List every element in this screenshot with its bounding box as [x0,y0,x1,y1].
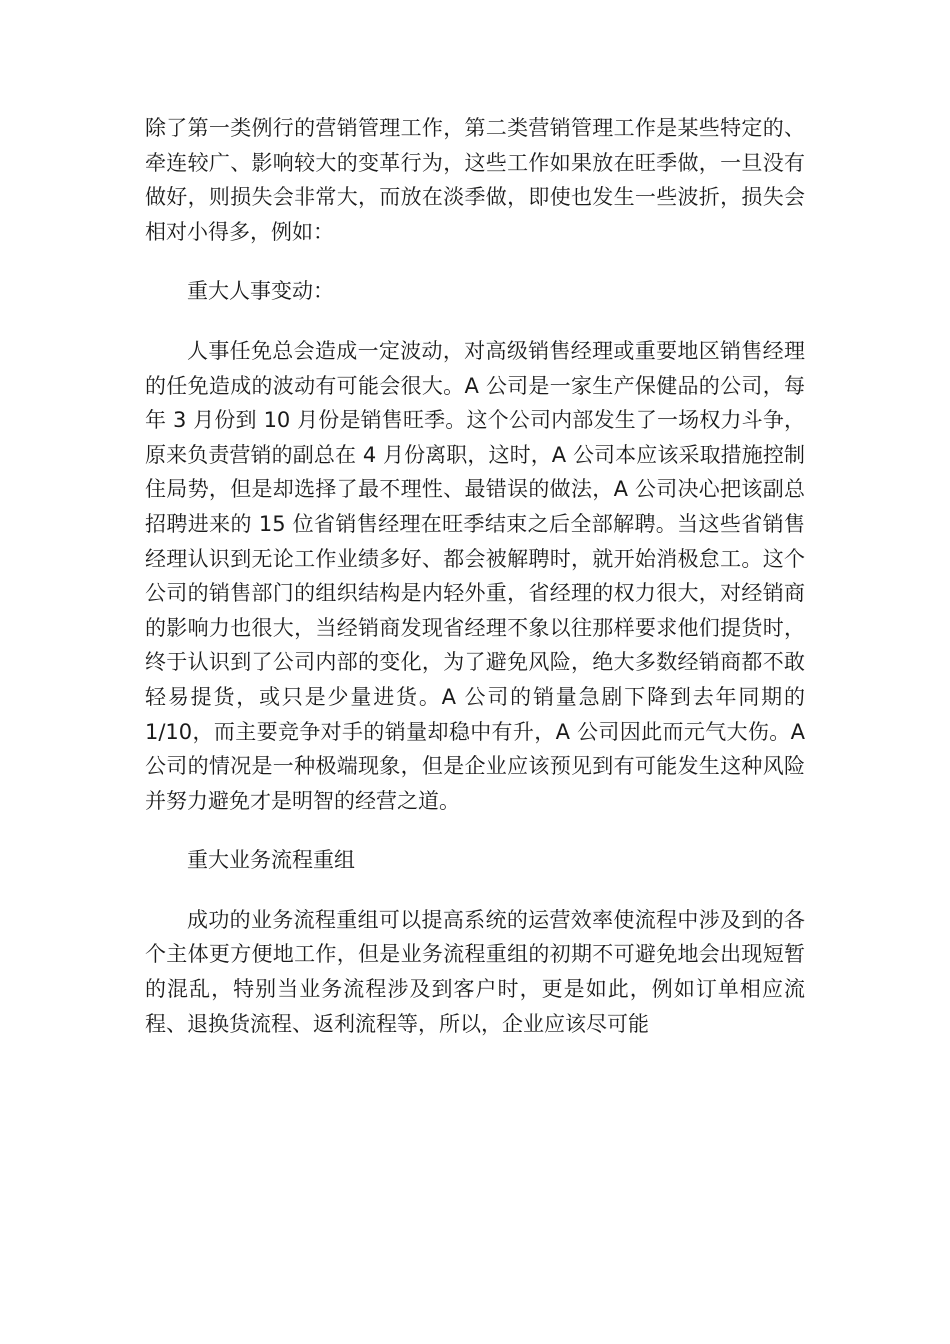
paragraph-process-reengineering: 成功的业务流程重组可以提高系统的运营效率使流程中涉及到的各个主体更方便地工作，但是业务流程重组的初期不可避免地会出现短暂的混乱，特别当业务流程涉及到客户时，更是如此，例如订单相应流程、退换货流程、返利流程等，所以，企业应该尽可能 [145,907,805,1036]
paragraph-intro: 除了第一类例行的营销管理工作，第二类营销管理工作是某些特定的、牵连较广、影响较大的变革行为，这些工作如果放在旺季做，一旦没有做好，则损失会非常大，而放在淡季做，即使也发生一些波折，损失会相对小得多，例如： [145,116,805,244]
document-body [145,111,805,1066]
heading-personnel-change: 重大人事变动： [187,279,334,304]
heading-process-reengineering: 重大业务流程重组 [187,848,355,873]
paragraph-personnel-case: 人事任免总会造成一定波动，对高级销售经理或重要地区销售经理的任免造成的波动有可能会很大。A 公司是一家生产保健品的公司，每年 3 月份到 10 月份是销售旺季。这个公司内部发生了一场权力斗争，原来负责营销的副总在 4 月份离职，这时，A 公司本应该采取措施控制住局势，但是却选择了最不理性、最错误的做法，A 公司决心把该副总招聘进来的 15 位省销售经理在旺季结束之后全部解聘。当这些省销售经理认识到无论工作业绩多好、都会被解聘时，就开始消极怠工。这个公司的销售部门的组织结构是内轻外重，省经理的权力很大，对经销商的影响力也很大，当经销商发现省经理不象以往那样要求他们提货时，终于认识到了公司内部的变化，为了避免风险，绝大多数经销商都不敢轻易提货，或只是少量进货。A 公司的销量急剧下降到去年同期的 1/10，而主要竞争对手的销量却稳中有升，A 公司因此而元气大伤。A 公司的情况是一种极端现象，但是企业应该预见到有可能发生这种风险并努力避免才是明智的经营之道。 [145,338,805,813]
